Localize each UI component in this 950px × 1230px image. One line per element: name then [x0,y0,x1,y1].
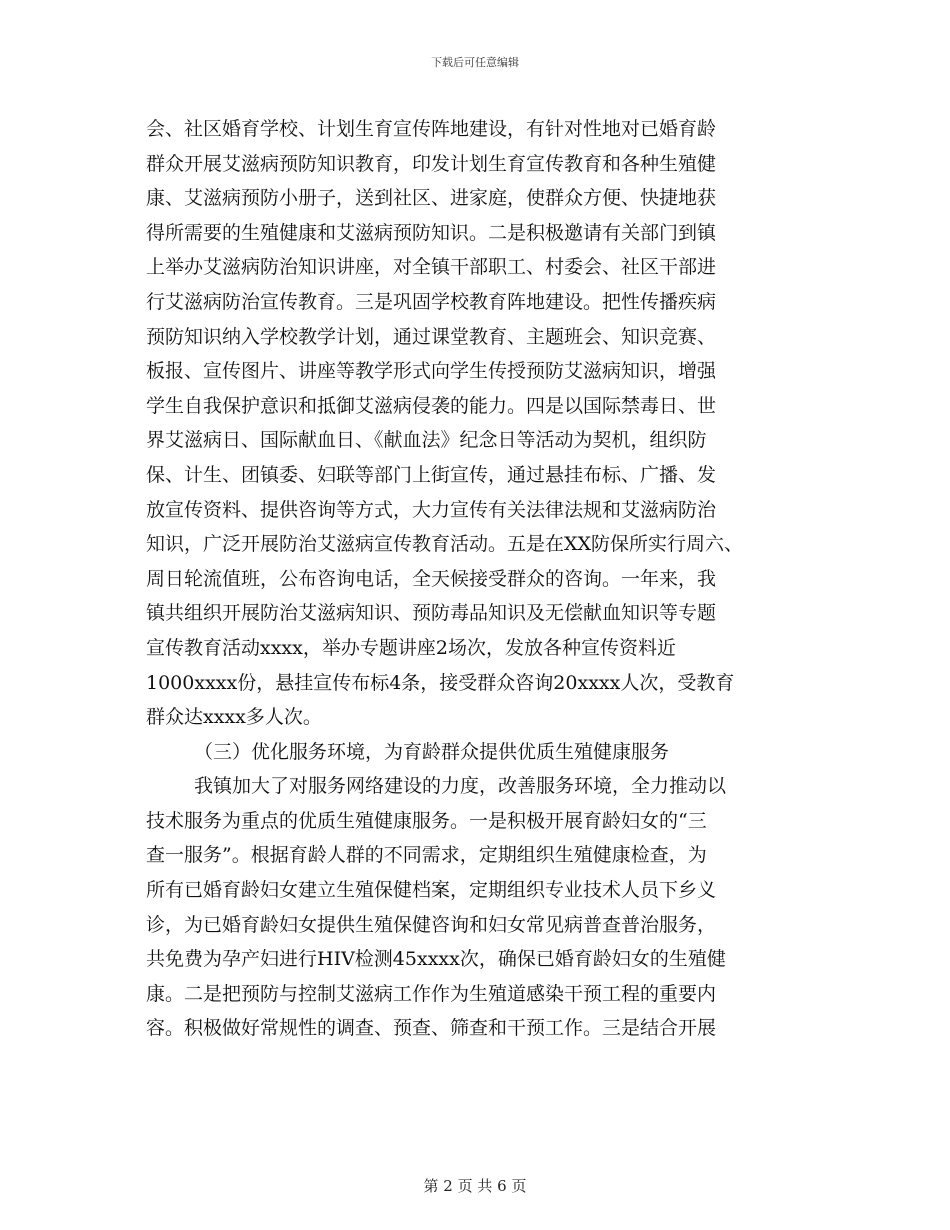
text-line: 知识，广泛开展防治艾滋病宣传教育活动。五是在XX防保所实行周六、 [146,533,744,556]
text-line: 行艾滋病防治宣传教育。三是巩固学校教育阵地建设。把性传播疾病 [146,290,717,313]
text-line: 放宣传资料、提供咨询等方式，大力宣传有关法律法规和艾滋病防治 [146,498,717,521]
text-line: 界艾滋病日、国际献血日、《献血法》纪念日等活动为契机，组织防 [146,429,707,452]
text-line: 群众开展艾滋病预防知识教育，印发计划生育宣传教育和各种生殖健 [146,152,717,175]
text-line: 保、计生、团镇委、妇联等部门上街宣传，通过悬挂布标、广播、发 [146,463,717,486]
text-line: 预防知识纳入学校教学计划，通过课堂教育、主题班会、知识竞赛、 [146,325,717,348]
text-line: 板报、宣传图片、讲座等教学形式向学生传授预防艾滋病知识，增强 [146,360,717,383]
text-line: 会、社区婚育学校、计划生育宣传阵地建设，有针对性地对已婚育龄 [146,118,717,140]
text-line: 所有已婚育龄妇女建立生殖保健档案，定期组织专业技术人员下乡义 [146,879,717,902]
text-line: 镇共组织开展防治艾滋病知识、预防毒品知识及无偿献血知识等专题 [146,602,717,625]
text-line: 康、艾滋病预防小册子，送到社区、进家庭，使群众方便、快捷地获 [146,187,717,210]
text-line: 得所需要的生殖健康和艾滋病预防知识。二是积极邀请有关部门到镇 [146,221,717,244]
text-line: 容。积极做好常规性的调查、预查、筛查和干预工作。三是结合开展 [146,1017,717,1040]
text-line: 上举办艾滋病防治知识讲座，对全镇干部职工、村委会、社区干部进 [146,256,717,279]
text-line: （三）优化服务环境，为育龄群众提供优质生殖健康服务 [194,740,670,763]
page-number-footer: 第 2 页 共 6 页 [423,1177,527,1195]
text-line: 共免费为孕产妇进行HIV检测45xxxx次，确保已婚育龄妇女的生殖健 [146,948,726,971]
text-line: 学生自我保护意识和抵御艾滋病侵袭的能力。四是以国际禁毒日、世 [146,394,717,417]
text-line: 诊，为已婚育龄妇女提供生殖保健咨询和妇女常见病普查普治服务， [146,913,717,936]
text-line: 技术服务为重点的优质生殖健康服务。一是积极开展育龄妇女的“三 [146,809,707,832]
text-line: 宣传教育活动xxxx，举办专题讲座2场次，发放各种宣传资料近 [146,636,676,659]
text-line: 周日轮流值班，公布咨询电话，全天候接受群众的咨询。一年来，我 [146,567,717,590]
page-header: 下载后可任意编辑 [431,56,519,69]
text-line: 1000xxxx份，悬挂宣传布标4条，接受群众咨询20xxxx人次，受教育 [146,671,735,694]
text-line: 群众达xxxx多人次。 [146,706,322,729]
document-body [146,112,806,1046]
text-line: 我镇加大了对服务网络建设的力度，改善服务环境，全力推动以 [194,775,727,798]
text-line: 康。二是把预防与控制艾滋病工作作为生殖道感染干预工程的重要内 [146,982,717,1005]
text-line: 查一服务”。根据育龄人群的不同需求，定期组织生殖健康检查，为 [146,844,707,867]
